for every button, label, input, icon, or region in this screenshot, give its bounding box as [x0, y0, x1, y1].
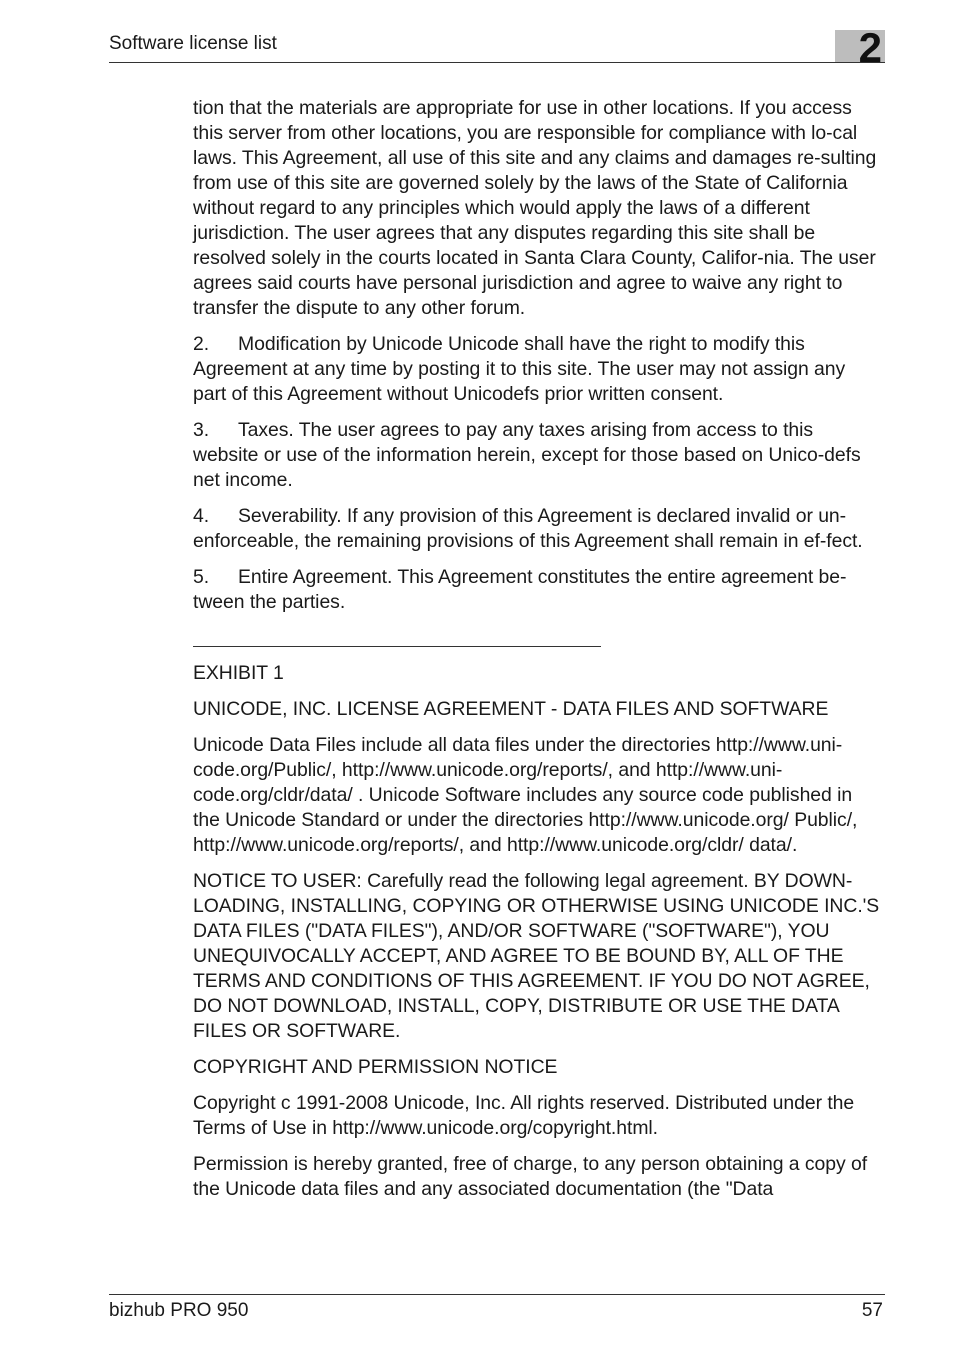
chapter-number: 2 — [858, 24, 882, 71]
page-header — [109, 0, 885, 71]
copyright-heading: COPYRIGHT AND PERMISSION NOTICE — [193, 1056, 558, 1078]
item-number: 3. — [193, 419, 210, 441]
data-files-paragraph: Unicode Data Files include all data files under the directories http://www.uni-code.org/Public/, http://www.unicode.org/reports/, and http://www.uni-code.org/cldr/data/ . Unicode Software includes any source code published in the Unicode Standard or under the directories http://www.unicode.org/ Public/, http://www.unicode.org/reports/, and http://www.unicode.org/cldr/ data/. — [193, 734, 858, 856]
copyright-paragraph: Copyright c 1991-2008 Unicode, Inc. All rights reserved. Distributed under the Terms of Use in http://www.unicode.org/copyright.html. — [193, 1092, 855, 1139]
footer-divider — [109, 1294, 885, 1295]
header-title: Software license list — [109, 33, 277, 54]
section-divider — [193, 646, 601, 647]
footer-page-number: 57 — [861, 1300, 883, 1321]
numbered-item-2 — [193, 332, 883, 407]
footer-product: bizhub PRO 950 — [109, 1300, 249, 1321]
item-number: 4. — [193, 505, 210, 527]
numbered-item-5 — [193, 565, 883, 615]
page-footer — [109, 1294, 885, 1321]
item-number: 2. — [193, 333, 210, 355]
notice-paragraph: NOTICE TO USER: Carefully read the following legal agreement. BY DOWN-LOADING, INSTALLING, COPYING OR OTHERWISE USING UNICODE INC.'S DATA FILES ("DATA FILES"), AND/OR SOFTWARE ("SOFTWARE"), YOU UNEQUIVOCALLY ACCEPT, AND AGREE TO BE BOUND BY, ALL OF THE TERMS AND CONDITIONS OF THIS AGREEMENT. IF YOU DO NOT AGREE, DO NOT DOWNLOAD, INSTALL, COPY, DISTRIBUTE OR USE THE DATA FILES OR SOFTWARE. — [193, 870, 880, 1042]
item-text: Taxes. The user agrees to pay any taxes arising from access to this website or use of the information herein, except for those based on Unico-defs net income. — [193, 419, 861, 491]
permission-paragraph: Permission is hereby granted, free of charge, to any person obtaining a copy of the Unicode data files and any associated documentation (the "Data — [193, 1153, 868, 1200]
exhibit-label: EXHIBIT 1 — [193, 662, 284, 684]
item-text: Entire Agreement. This Agreement constitutes the entire agreement be-tween the parties. — [193, 566, 847, 613]
numbered-item-3 — [193, 418, 883, 493]
paragraph-continuation: tion that the materials are appropriate for use in other locations. If you access this server from other locations, you are responsible for compliance with lo-cal laws. This Agreement, all use of this site and any claims and damages re-sulting from use of this site are governed solely by the laws of the State of California without regard to any principles which would apply the laws of a different jurisdiction. The user agrees that any disputes regarding this site shall be resolved solely in the courts located in Santa Clara County, Califor-nia. The user agrees said courts have personal jurisdiction and agree to waive any right to transfer the dispute to any other forum. — [193, 97, 877, 319]
header-divider — [109, 62, 885, 63]
page-body — [193, 96, 883, 1213]
item-text: Modification by Unicode Unicode shall have the right to modify this Agreement at any time by posting it to this site. The user may not assign any part of this Agreement without Unicodefs prior written consent. — [193, 333, 846, 405]
item-text: Severability. If any provision of this Agreement is declared invalid or un-enforceable, the remaining provisions of this Agreement shall remain in ef-fect. — [193, 505, 863, 552]
numbered-item-4 — [193, 504, 883, 554]
license-title: UNICODE, INC. LICENSE AGREEMENT - DATA FILES AND SOFTWARE — [193, 698, 829, 720]
item-number: 5. — [193, 566, 210, 588]
